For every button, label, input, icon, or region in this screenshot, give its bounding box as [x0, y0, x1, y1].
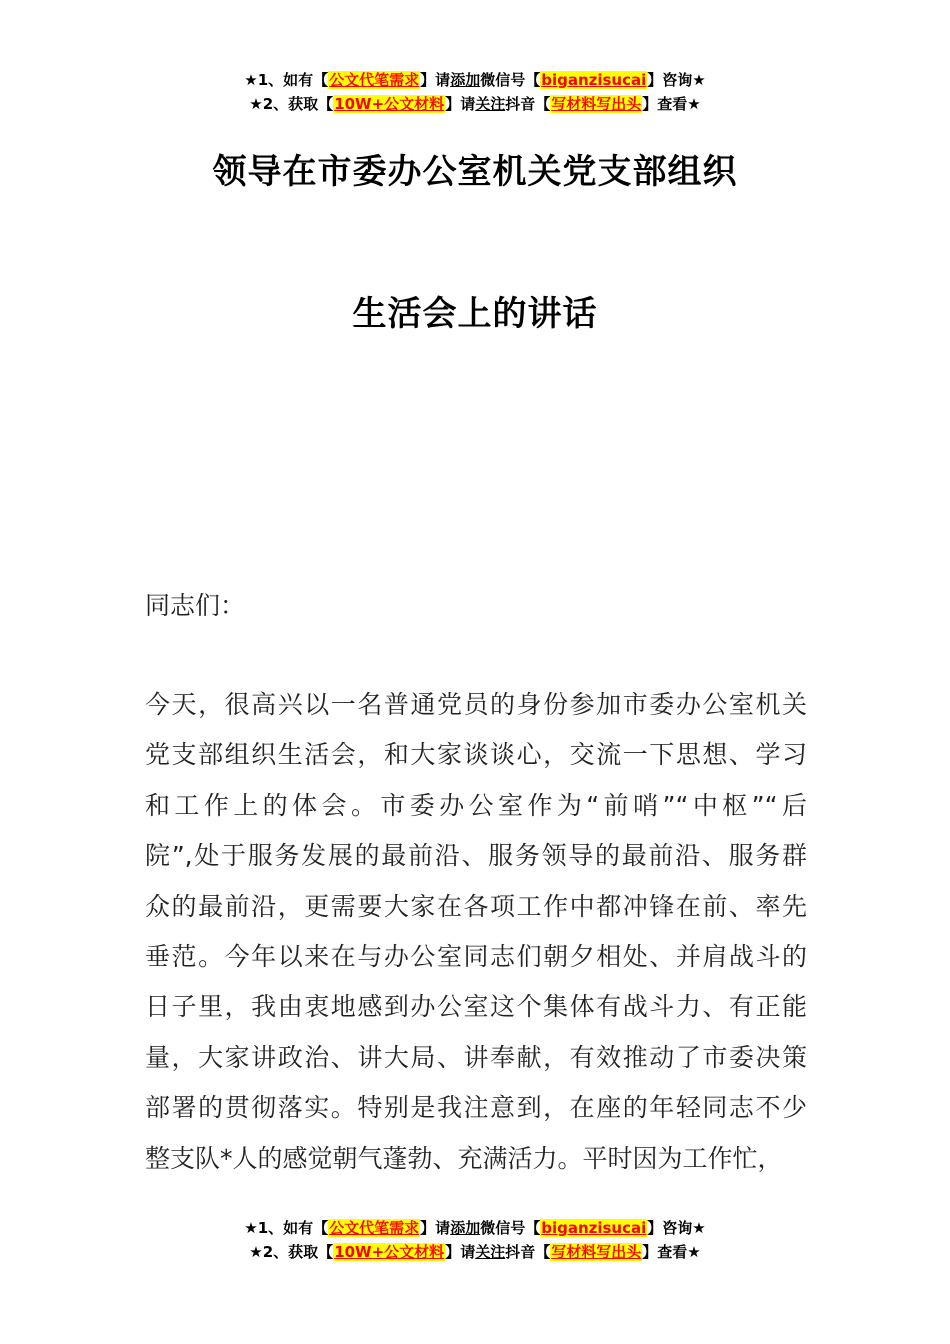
body-paragraph — [145, 680, 807, 1184]
materials-highlight: 10W+公文材料 — [334, 95, 445, 113]
paragraph-line: 部署的贯彻落实。特别是我注意到，在座的年轻同志不少 — [145, 1093, 807, 1123]
follow-underlined-text: 关注 — [475, 95, 506, 113]
douyin-account-highlight: 写材料写出头 — [551, 95, 642, 113]
paragraph-line: 垂范。今年以来在与办公室同志们朝夕相处、并肩战斗的 — [145, 942, 807, 972]
paragraph-line: 整支队*人的感觉朝气蓬勃、充满活力。平时因为工作忙， — [145, 1143, 783, 1173]
promo-text: 】请 — [420, 71, 451, 89]
paragraph-line: 今天，很高兴以一名普通党员的身份参加市委办公室机关 — [145, 690, 807, 719]
promo-text: 】请 — [420, 1219, 451, 1237]
header-promo-line-1 — [0, 68, 950, 92]
promo-text: 】请 — [445, 95, 476, 113]
header-promo-line-2 — [0, 92, 950, 116]
promo-text: 抖音【 — [505, 95, 551, 113]
promo-text: 】咨询★ — [647, 1219, 706, 1237]
add-underlined-text: 添加 — [450, 1219, 481, 1237]
paragraph-line: 量，大家讲政治、讲大局、讲奉献，有效推动了市委决策 — [145, 1042, 807, 1072]
promo-text: 抖音【 — [505, 1243, 551, 1261]
promo-text: 】查看★ — [642, 1243, 701, 1261]
promo-text: 微信号【 — [480, 71, 541, 89]
paragraph-line: 党支部组织生活会，和大家谈谈心，交流一下思想、学习 — [145, 740, 807, 770]
promo-text: 】咨询★ — [647, 71, 706, 89]
salutation: 同志们： — [145, 591, 246, 620]
document-title-line-2: 生活会上的讲话 — [352, 294, 598, 334]
follow-underlined-text: 关注 — [475, 1243, 506, 1261]
promo-text: ★1、如有【 — [244, 71, 329, 89]
promo-text: ★2、获取【 — [249, 95, 334, 113]
paragraph-line: 众的最前沿，更需要大家在各项工作中都冲锋在前、率先 — [145, 891, 807, 921]
footer-promo-banner — [0, 1216, 950, 1264]
promo-text: 】请 — [445, 1243, 476, 1261]
header-promo-banner — [0, 68, 950, 116]
footer-promo-line-2 — [0, 1240, 950, 1264]
promo-text: ★2、获取【 — [249, 1243, 334, 1261]
promo-text: 微信号【 — [480, 1219, 541, 1237]
paragraph-line: 院”,处于服务发展的最前沿、服务领导的最前沿、服务群 — [145, 841, 807, 871]
ghostwriting-highlight: 公文代笔需求 — [329, 1219, 420, 1237]
ghostwriting-highlight: 公文代笔需求 — [329, 71, 420, 89]
materials-highlight: 10W+公文材料 — [334, 1243, 445, 1261]
add-underlined-text: 添加 — [450, 71, 481, 89]
promo-text: ★1、如有【 — [244, 1219, 329, 1237]
footer-promo-line-1 — [0, 1216, 950, 1240]
douyin-account-highlight: 写材料写出头 — [551, 1243, 642, 1261]
paragraph-line: 和工作上的体会。市委办公室作为“前哨”“中枢”“后 — [145, 790, 807, 820]
document-title-line-1: 领导在市委办公室机关党支部组织 — [212, 152, 738, 192]
wechat-id-highlight: biganzisucai — [541, 1219, 647, 1237]
promo-text: 】查看★ — [642, 95, 701, 113]
wechat-id-highlight: biganzisucai — [541, 71, 647, 89]
paragraph-line: 日子里，我由衷地感到办公室这个集体有战斗力、有正能 — [145, 992, 807, 1022]
